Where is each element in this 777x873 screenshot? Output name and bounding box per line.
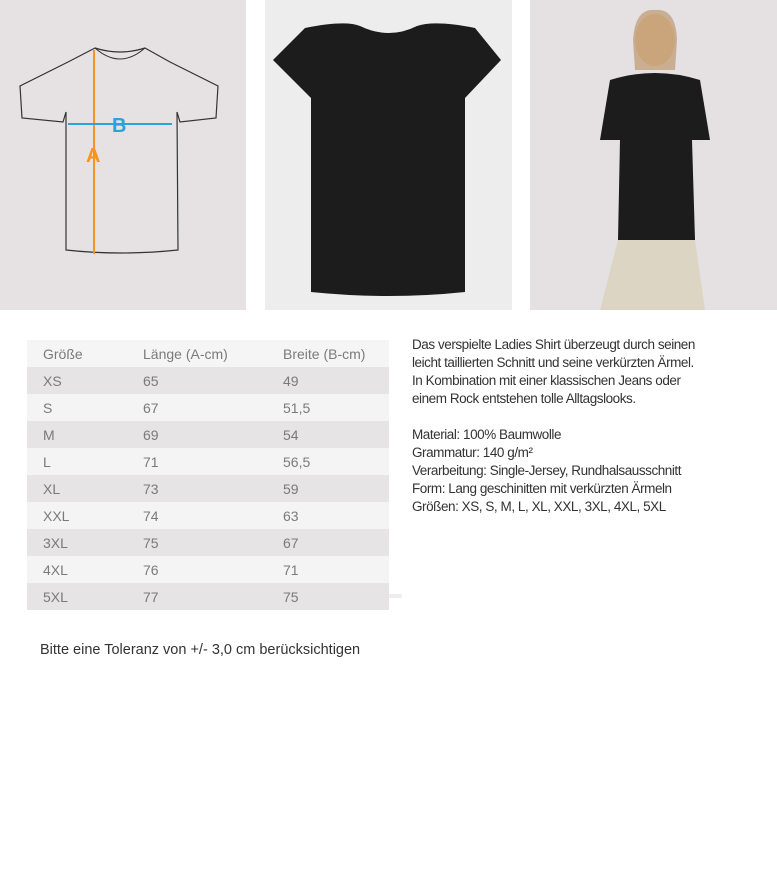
table-row [27,529,389,556]
header-length: Länge (A-cm) [127,340,267,367]
table-row [27,448,389,475]
table-row [27,583,389,610]
length-cell: 65 [143,372,159,389]
length-cell: 75 [143,534,159,551]
tolerance-note: Bitte eine Toleranz von +/- 3,0 cm berücksichtigen [40,642,361,658]
label-a: A [86,145,101,167]
size-cell: XXL [43,507,70,524]
header-width: Breite (B-cm) [267,340,389,367]
size-cell: 5XL [43,588,68,605]
product-description [412,336,772,534]
shirt-product-image [265,0,512,310]
spec-list [412,426,772,516]
model-photo [530,0,777,310]
table-row [27,556,389,583]
size-cell: 3XL [43,534,68,551]
table-row [27,394,389,421]
spec-verarbeitung: Verarbeitung: Single-Jersey, Rundhalsausschnitt [412,463,682,478]
size-table [27,340,389,610]
label-b: B [112,115,127,137]
spec-grammatur: Grammatur: 140 g/m² [412,445,533,460]
width-cell: 75 [283,588,299,605]
spec-material: Material: 100% Baumwolle [412,427,562,442]
length-cell: 76 [143,561,159,578]
intro-text [412,336,772,408]
size-cell: XS [43,372,62,389]
length-cell: 73 [143,480,159,497]
size-cell: XL [43,480,61,497]
divider [389,594,402,598]
width-cell: 63 [283,507,299,524]
spec-form: Form: Lang geschinitten mit verkürzten Ärmeln [412,481,672,496]
length-cell: 71 [143,453,159,470]
size-cell: M [43,426,55,443]
size-cell: L [43,453,51,470]
width-cell: 56,5 [283,453,311,470]
width-cell: 51,5 [283,399,311,416]
table-row [27,421,389,448]
width-cell: 67 [283,534,299,551]
size-cell: S [43,399,53,416]
table-row [27,367,389,394]
intro-line: einem Rock entstehen tolle Alltagslooks. [412,391,636,406]
header-size: Größe [27,340,127,367]
length-cell: 67 [143,399,159,416]
intro-line: In Kombination mit einer klassischen Jeans oder [412,373,681,388]
length-cell: 77 [143,588,159,605]
width-cell: 71 [283,561,299,578]
length-cell: 74 [143,507,159,524]
length-cell: 69 [143,426,159,443]
table-row [27,475,389,502]
table-row [27,502,389,529]
size-cell: 4XL [43,561,68,578]
intro-line: leicht taillierten Schnitt und seine verkürzten Ärmel. [412,355,694,370]
width-cell: 59 [283,480,299,497]
spec-sizes: Größen: XS, S, M, L, XL, XXL, 3XL, 4XL, 5XL [412,499,666,514]
width-cell: 49 [283,372,299,389]
intro-line: Das verspielte Ladies Shirt überzeugt durch seinen [412,337,695,352]
width-cell: 54 [283,426,299,443]
size-diagram-image [0,0,246,310]
table-header-row [27,340,389,367]
